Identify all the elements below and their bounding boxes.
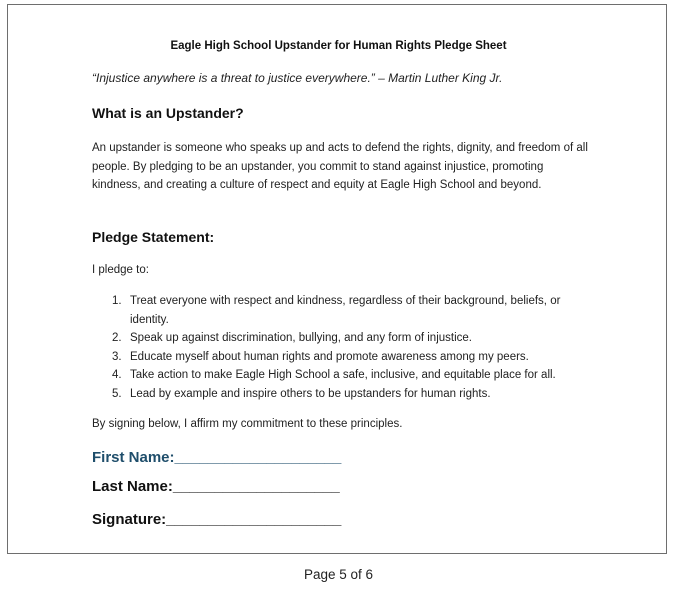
pledge-item-text: Lead by example and inspire others to be upstanders for human rights. bbox=[130, 387, 491, 400]
section-heading-pledge: Pledge Statement: bbox=[92, 229, 215, 245]
pledge-item-number: 3. bbox=[112, 350, 122, 363]
pledge-item-number: 2. bbox=[112, 332, 122, 344]
signature-field[interactable]: Signature:_____________________ bbox=[92, 511, 342, 528]
pledge-intro: I pledge to: bbox=[92, 264, 149, 276]
pledge-item-text: Take action to make Eagle High School a safe, inclusive, and equitable place for all. bbox=[130, 369, 556, 381]
pledge-item bbox=[92, 348, 602, 367]
mlk-quote: “Injustice anywhere is a threat to justice everywhere.” – Martin Luther King Jr. bbox=[92, 71, 503, 85]
pledge-item-number: 4. bbox=[112, 369, 122, 381]
pledge-item-text: Treat everyone with respect and kindness, regardless of their background, beliefs, or identity. bbox=[130, 295, 561, 326]
pledge-item-number: 1. bbox=[112, 295, 122, 307]
first-name-field[interactable]: First Name:____________________ bbox=[92, 449, 342, 466]
document-title: Eagle High School Upstander for Human Rights Pledge Sheet bbox=[170, 40, 507, 52]
pledge-list bbox=[92, 292, 602, 403]
pledge-item bbox=[92, 292, 602, 329]
last-name-field[interactable]: Last Name:____________________ bbox=[92, 478, 340, 495]
pledge-item bbox=[92, 329, 602, 348]
pledge-item bbox=[92, 366, 602, 385]
pledge-item-text: Educate myself about human rights and promote awareness among my peers. bbox=[130, 350, 529, 363]
pledge-item bbox=[92, 385, 602, 404]
pledge-item-number: 5. bbox=[112, 387, 122, 400]
pledge-closing: By signing below, I affirm my commitment to these principles. bbox=[92, 418, 403, 430]
pledge-item-text: Speak up against discrimination, bullying, and any form of injustice. bbox=[130, 332, 472, 344]
section-heading-upstander: What is an Upstander? bbox=[92, 105, 244, 121]
upstander-description: An upstander is someone who speaks up and acts to defend the rights, dignity, and freedom of all people. By pledging to be an upstander, you commit to stand against injustice, promoting kindness, and creating a culture of respect and equity at Eagle High School and beyond. bbox=[92, 142, 588, 191]
page-indicator: Page 5 of 6 bbox=[303, 567, 374, 582]
